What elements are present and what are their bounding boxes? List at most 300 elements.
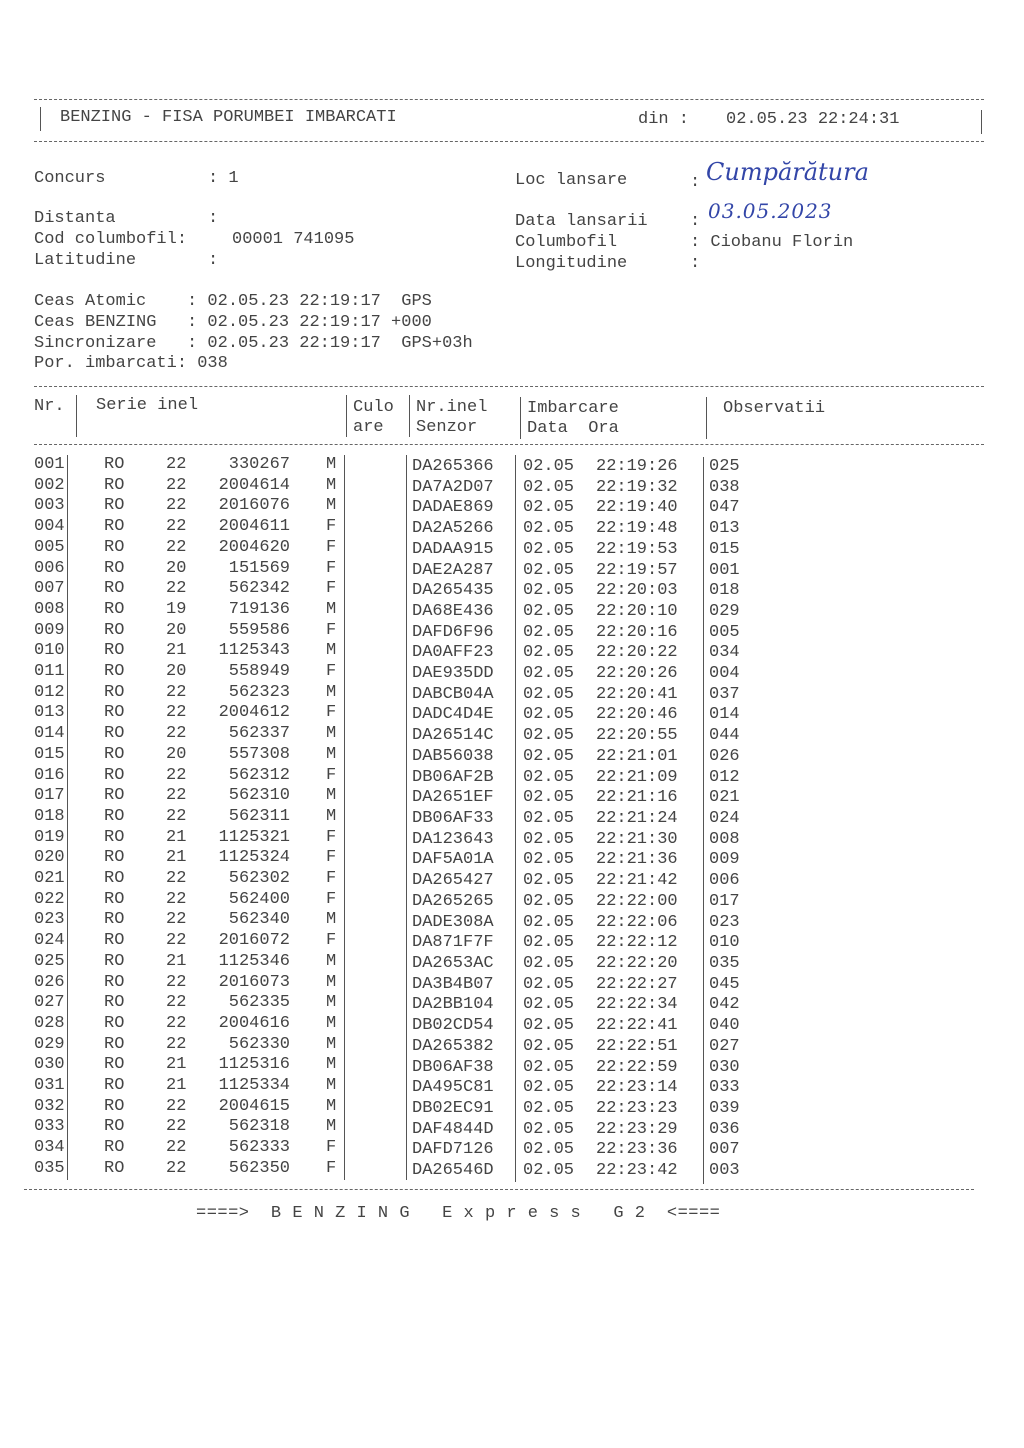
row-time: 22:21:24 — [596, 809, 678, 829]
row-time: 22:22:06 — [596, 912, 678, 932]
row-sex: F — [326, 1138, 337, 1158]
row-ring-number: 562311 — [228, 806, 290, 826]
row-time: 22:23:29 — [596, 1119, 678, 1139]
row-year: 20 — [166, 620, 187, 640]
table-row — [0, 786, 1024, 807]
row-sensor: DA7A2D07 — [412, 477, 494, 497]
row-observation: 017 — [709, 891, 740, 911]
row-date: 02.05 — [523, 519, 575, 539]
row-nr: 034 — [34, 1138, 65, 1158]
row-date: 02.05 — [523, 539, 575, 559]
row-date: 02.05 — [523, 664, 575, 684]
row-time: 22:21:09 — [596, 767, 678, 787]
row-country: RO — [104, 1158, 125, 1178]
table-row — [0, 766, 1024, 787]
col-observatii-header: Observatii — [723, 399, 826, 418]
row-ring-number: 558949 — [228, 662, 290, 681]
row-ring-number: 562337 — [228, 724, 290, 744]
table-row — [0, 517, 1024, 538]
row-date: 02.05 — [523, 1098, 575, 1118]
row-ring-number: 2004614 — [218, 475, 290, 495]
row-nr: 035 — [34, 1158, 65, 1178]
row-country: RO — [104, 662, 125, 681]
row-time: 22:20:41 — [596, 684, 678, 704]
row-observation: 034 — [709, 643, 740, 663]
row-country: RO — [104, 972, 125, 992]
row-sex: F — [326, 517, 337, 537]
row-date: 02.05 — [523, 1057, 575, 1077]
row-ring-number: 1125346 — [218, 951, 290, 971]
row-year: 22 — [166, 1158, 187, 1178]
row-sex: F — [326, 537, 337, 557]
row-ring-number: 1125324 — [218, 848, 290, 868]
row-observation: 037 — [709, 684, 740, 704]
row-observation: 036 — [709, 1119, 740, 1139]
row-ring-number: 562400 — [228, 889, 290, 909]
row-ring-number: 2004612 — [218, 703, 290, 723]
row-sensor: DA68E436 — [412, 601, 494, 621]
row-sex: M — [326, 1013, 337, 1033]
row-sensor: DA26546D — [412, 1161, 494, 1181]
title-bottom-rule — [34, 141, 984, 142]
row-observation: 021 — [709, 788, 740, 808]
row-country: RO — [104, 1034, 125, 1054]
row-ring-number: 562350 — [228, 1158, 290, 1178]
table-row — [0, 600, 1024, 621]
col-serie-header: Serie inel — [96, 396, 199, 415]
row-sex: F — [326, 1158, 337, 1178]
row-ring-number: 562310 — [228, 786, 290, 806]
row-sensor: DABCB04A — [412, 684, 494, 704]
row-sensor: DA871F7F — [412, 933, 494, 953]
row-time: 22:19:26 — [596, 457, 678, 476]
row-sensor: DA0AFF23 — [412, 643, 494, 663]
row-date: 02.05 — [523, 829, 575, 849]
data-lansarii-handwritten: 03.05.2023 — [708, 199, 833, 223]
table-row — [0, 724, 1024, 745]
row-sex: F — [326, 848, 337, 868]
row-sensor: DADC4D4E — [412, 705, 494, 725]
longitudine-label: Longitudine — [515, 254, 628, 273]
row-sensor: DA26514C — [412, 726, 494, 746]
row-nr: 009 — [34, 620, 65, 640]
row-sensor: DB02CD54 — [412, 1016, 494, 1036]
latitudine-sep: : — [208, 251, 219, 270]
row-sensor: DA2651EF — [412, 788, 494, 808]
table-row — [0, 1035, 1024, 1056]
row-time: 22:20:03 — [596, 581, 678, 601]
por-imbarcati: Por. imbarcati: 038 — [34, 354, 228, 373]
row-sex: M — [326, 599, 337, 619]
row-ring-number: 330267 — [228, 455, 290, 474]
row-ring-number: 562318 — [228, 1117, 290, 1137]
row-country: RO — [104, 1013, 125, 1033]
row-ring-number: 562302 — [228, 869, 290, 888]
row-nr: 014 — [34, 724, 65, 744]
header-sep-5 — [706, 397, 707, 439]
row-time: 22:22:00 — [596, 891, 678, 911]
row-year: 21 — [166, 1055, 187, 1075]
row-date: 02.05 — [523, 1161, 575, 1181]
table-row — [0, 496, 1024, 517]
table-row — [0, 1138, 1024, 1159]
row-ring-number: 1125316 — [218, 1055, 290, 1075]
table-row — [0, 1055, 1024, 1076]
row-country: RO — [104, 558, 125, 578]
distanta-sep: : — [208, 209, 219, 228]
row-time: 22:21:36 — [596, 850, 678, 870]
row-nr: 024 — [34, 931, 65, 951]
row-date: 02.05 — [523, 477, 575, 497]
col-dataora-header: Data Ora — [527, 419, 619, 438]
table-row — [0, 455, 1024, 476]
row-time: 22:22:20 — [596, 954, 678, 973]
row-date: 02.05 — [523, 705, 575, 725]
row-observation: 025 — [709, 457, 740, 476]
table-row — [0, 931, 1024, 952]
table-row — [0, 1014, 1024, 1035]
table-row — [0, 1076, 1024, 1097]
row-ring-number: 1125343 — [218, 641, 290, 661]
row-sensor: DA3B4B07 — [412, 974, 494, 994]
row-year: 22 — [166, 765, 187, 785]
row-country: RO — [104, 765, 125, 785]
page-title: BENZING - FISA PORUMBEI IMBARCATI — [60, 108, 397, 127]
row-sex: M — [326, 786, 337, 806]
row-time: 22:22:41 — [596, 1016, 678, 1036]
row-ring-number: 562340 — [228, 910, 290, 930]
col-nr-header: Nr. — [34, 397, 65, 416]
row-sex: M — [326, 1076, 337, 1095]
footer-banner: ====> B E N Z I N G E x p r e s s G 2 <==== — [196, 1204, 721, 1223]
row-year: 22 — [166, 1138, 187, 1158]
row-sensor: DAE935DD — [412, 664, 494, 684]
row-time: 22:21:42 — [596, 871, 678, 891]
row-time: 22:23:23 — [596, 1098, 678, 1118]
row-nr: 002 — [34, 475, 65, 495]
row-date: 02.05 — [523, 684, 575, 704]
row-ring-number: 2004620 — [218, 537, 290, 557]
row-nr: 001 — [34, 455, 65, 474]
row-sex: M — [326, 1117, 337, 1137]
row-year: 22 — [166, 517, 187, 537]
row-observation: 024 — [709, 809, 740, 829]
row-nr: 027 — [34, 993, 65, 1013]
table-row — [0, 641, 1024, 662]
loc-lansare-sep: : — [690, 173, 701, 192]
row-sensor: DA2BB104 — [412, 995, 494, 1015]
loc-lansare-label: Loc lansare — [515, 171, 628, 190]
row-sensor: DB06AF33 — [412, 809, 494, 829]
row-observation: 015 — [709, 539, 740, 559]
row-time: 22:22:27 — [596, 974, 678, 994]
row-observation: 014 — [709, 705, 740, 725]
row-nr: 004 — [34, 517, 65, 537]
row-nr: 005 — [34, 537, 65, 557]
row-observation: 026 — [709, 746, 740, 766]
table-row — [0, 559, 1024, 580]
row-year: 22 — [166, 869, 187, 888]
cod-columbofil-value: 00001 741095 — [232, 230, 355, 249]
row-ring-number: 151569 — [228, 558, 290, 578]
row-country: RO — [104, 744, 125, 764]
row-date: 02.05 — [523, 891, 575, 911]
col-imbarcare-header: Imbarcare — [527, 399, 619, 418]
cod-columbofil-label: Cod columbofil: — [34, 230, 188, 249]
row-nr: 032 — [34, 1096, 65, 1116]
row-nr: 003 — [34, 496, 65, 516]
data-lansarii-sep: : — [690, 212, 701, 231]
row-year: 22 — [166, 993, 187, 1013]
row-year: 21 — [166, 641, 187, 661]
row-observation: 008 — [709, 829, 740, 849]
row-country: RO — [104, 579, 125, 599]
row-observation: 045 — [709, 974, 740, 994]
row-sex: F — [326, 869, 337, 888]
row-sex: M — [326, 1055, 337, 1075]
row-sensor: DAFD7126 — [412, 1140, 494, 1160]
row-date: 02.05 — [523, 1078, 575, 1098]
row-sex: M — [326, 496, 337, 516]
row-country: RO — [104, 455, 125, 474]
table-row — [0, 869, 1024, 890]
row-nr: 028 — [34, 1013, 65, 1033]
row-observation: 018 — [709, 581, 740, 601]
row-observation: 013 — [709, 519, 740, 539]
row-year: 20 — [166, 558, 187, 578]
row-year: 20 — [166, 662, 187, 681]
row-nr: 017 — [34, 786, 65, 806]
row-country: RO — [104, 1138, 125, 1158]
table-row — [0, 683, 1024, 704]
table-row — [0, 1117, 1024, 1138]
row-country: RO — [104, 703, 125, 723]
row-ring-number: 559586 — [228, 620, 290, 640]
row-year: 22 — [166, 1117, 187, 1137]
row-sensor: DAB56038 — [412, 746, 494, 766]
row-year: 22 — [166, 579, 187, 599]
row-year: 22 — [166, 724, 187, 744]
table-row — [0, 890, 1024, 911]
row-sex: F — [326, 765, 337, 785]
col-nrinel-header: Nr.inel — [416, 398, 488, 417]
row-nr: 021 — [34, 869, 65, 888]
row-sex: F — [326, 620, 337, 640]
row-ring-number: 562323 — [228, 682, 290, 702]
row-time: 22:19:53 — [596, 539, 678, 559]
header-sep-3 — [409, 395, 410, 437]
table-row — [0, 662, 1024, 683]
row-sensor: DA265427 — [412, 871, 494, 891]
row-country: RO — [104, 1117, 125, 1137]
row-sex: M — [326, 744, 337, 764]
row-year: 22 — [166, 1013, 187, 1033]
table-row — [0, 848, 1024, 869]
row-time: 22:20:10 — [596, 601, 678, 621]
row-ring-number: 2004615 — [218, 1096, 290, 1116]
row-country: RO — [104, 537, 125, 557]
row-observation: 010 — [709, 933, 740, 953]
row-nr: 020 — [34, 848, 65, 868]
row-date: 02.05 — [523, 912, 575, 932]
table-row — [0, 1097, 1024, 1118]
row-country: RO — [104, 951, 125, 971]
row-nr: 018 — [34, 806, 65, 826]
row-time: 22:20:16 — [596, 622, 678, 642]
row-nr: 030 — [34, 1055, 65, 1075]
row-date: 02.05 — [523, 1119, 575, 1139]
row-sensor: DA123643 — [412, 829, 494, 849]
row-year: 22 — [166, 972, 187, 992]
row-ring-number: 2016072 — [218, 931, 290, 951]
row-year: 19 — [166, 599, 187, 619]
row-ring-number: 2004611 — [218, 517, 290, 537]
row-country: RO — [104, 848, 125, 868]
row-year: 22 — [166, 889, 187, 909]
row-date: 02.05 — [523, 788, 575, 808]
row-observation: 030 — [709, 1057, 740, 1077]
row-country: RO — [104, 806, 125, 826]
row-sensor: DA2A5266 — [412, 519, 494, 539]
row-date: 02.05 — [523, 850, 575, 870]
row-observation: 047 — [709, 498, 740, 518]
row-sensor: DADAA915 — [412, 539, 494, 559]
row-year: 22 — [166, 703, 187, 723]
title-left-bar — [40, 107, 41, 131]
row-date: 02.05 — [523, 954, 575, 973]
row-time: 22:22:12 — [596, 933, 678, 953]
row-nr: 015 — [34, 744, 65, 764]
row-nr: 033 — [34, 1117, 65, 1137]
title-right-bar — [981, 110, 982, 134]
row-observation: 027 — [709, 1036, 740, 1056]
top-rule — [34, 99, 984, 100]
row-time: 22:21:01 — [596, 746, 678, 766]
row-time: 22:19:57 — [596, 560, 678, 580]
row-country: RO — [104, 1076, 125, 1095]
row-sex: F — [326, 662, 337, 681]
row-time: 22:23:42 — [596, 1161, 678, 1181]
row-date: 02.05 — [523, 1036, 575, 1056]
report-datetime: 02.05.23 22:24:31 — [726, 110, 900, 129]
row-sex: M — [326, 1096, 337, 1116]
row-country: RO — [104, 599, 125, 619]
row-country: RO — [104, 889, 125, 909]
row-sex: F — [326, 827, 337, 847]
col-senzor-header: Senzor — [416, 418, 478, 437]
row-ring-number: 562335 — [228, 993, 290, 1013]
table-row — [0, 703, 1024, 724]
row-country: RO — [104, 517, 125, 537]
table-bottom-rule — [24, 1189, 974, 1190]
row-ring-number: 2004616 — [218, 1013, 290, 1033]
row-ring-number: 562342 — [228, 579, 290, 599]
table-row — [0, 621, 1024, 642]
row-date: 02.05 — [523, 933, 575, 953]
row-nr: 023 — [34, 910, 65, 930]
longitudine-sep: : — [690, 254, 701, 273]
ceas-benzing: Ceas BENZING : 02.05.23 22:19:17 +000 — [34, 313, 432, 332]
row-year: 22 — [166, 537, 187, 557]
row-country: RO — [104, 620, 125, 640]
row-nr: 029 — [34, 1034, 65, 1054]
row-sex: M — [326, 993, 337, 1013]
row-country: RO — [104, 475, 125, 495]
row-date: 02.05 — [523, 809, 575, 829]
col-are-header: are — [353, 418, 384, 437]
row-sex: F — [326, 931, 337, 951]
table-row — [0, 910, 1024, 931]
row-year: 22 — [166, 455, 187, 474]
row-nr: 012 — [34, 682, 65, 702]
row-year: 22 — [166, 910, 187, 930]
row-sex: M — [326, 972, 337, 992]
row-observation: 035 — [709, 954, 740, 973]
row-sensor: DB02EC91 — [412, 1098, 494, 1118]
row-sex: M — [326, 641, 337, 661]
row-ring-number: 719136 — [228, 599, 290, 619]
row-date: 02.05 — [523, 746, 575, 766]
row-sex: F — [326, 579, 337, 599]
row-sensor: DA265382 — [412, 1036, 494, 1056]
row-year: 22 — [166, 682, 187, 702]
data-lansarii-label: Data lansarii — [515, 212, 648, 231]
header-sep-2 — [346, 395, 347, 437]
table-row — [0, 579, 1024, 600]
row-sex: M — [326, 951, 337, 971]
row-year: 21 — [166, 827, 187, 847]
row-year: 21 — [166, 1076, 187, 1095]
row-time: 22:20:22 — [596, 643, 678, 663]
row-time: 22:22:34 — [596, 995, 678, 1015]
row-year: 22 — [166, 475, 187, 495]
table-row — [0, 973, 1024, 994]
columbofil-label: Columbofil — [515, 233, 618, 252]
distanta-label: Distanta — [34, 209, 116, 228]
row-country: RO — [104, 869, 125, 888]
row-observation: 012 — [709, 767, 740, 787]
row-observation: 029 — [709, 601, 740, 621]
row-date: 02.05 — [523, 560, 575, 580]
row-time: 22:22:59 — [596, 1057, 678, 1077]
row-country: RO — [104, 682, 125, 702]
row-observation: 005 — [709, 622, 740, 642]
row-time: 22:21:30 — [596, 829, 678, 849]
row-observation: 038 — [709, 477, 740, 497]
row-sensor: DAF5A01A — [412, 850, 494, 870]
row-time: 22:19:48 — [596, 519, 678, 539]
row-date: 02.05 — [523, 622, 575, 642]
row-sensor: DADAE869 — [412, 498, 494, 518]
row-sex: M — [326, 475, 337, 495]
concurs-label: Concurs — [34, 169, 106, 188]
row-year: 22 — [166, 806, 187, 826]
row-nr: 006 — [34, 558, 65, 578]
row-sensor: DADE308A — [412, 912, 494, 932]
row-ring-number: 562333 — [228, 1138, 290, 1158]
row-year: 22 — [166, 931, 187, 951]
din-label: din : — [638, 110, 690, 129]
row-sensor: DB06AF38 — [412, 1057, 494, 1077]
table-row — [0, 538, 1024, 559]
row-country: RO — [104, 827, 125, 847]
row-observation: 004 — [709, 664, 740, 684]
row-country: RO — [104, 1055, 125, 1075]
row-ring-number: 1125321 — [218, 827, 290, 847]
row-country: RO — [104, 910, 125, 930]
row-nr: 031 — [34, 1076, 65, 1095]
row-sex: M — [326, 724, 337, 744]
